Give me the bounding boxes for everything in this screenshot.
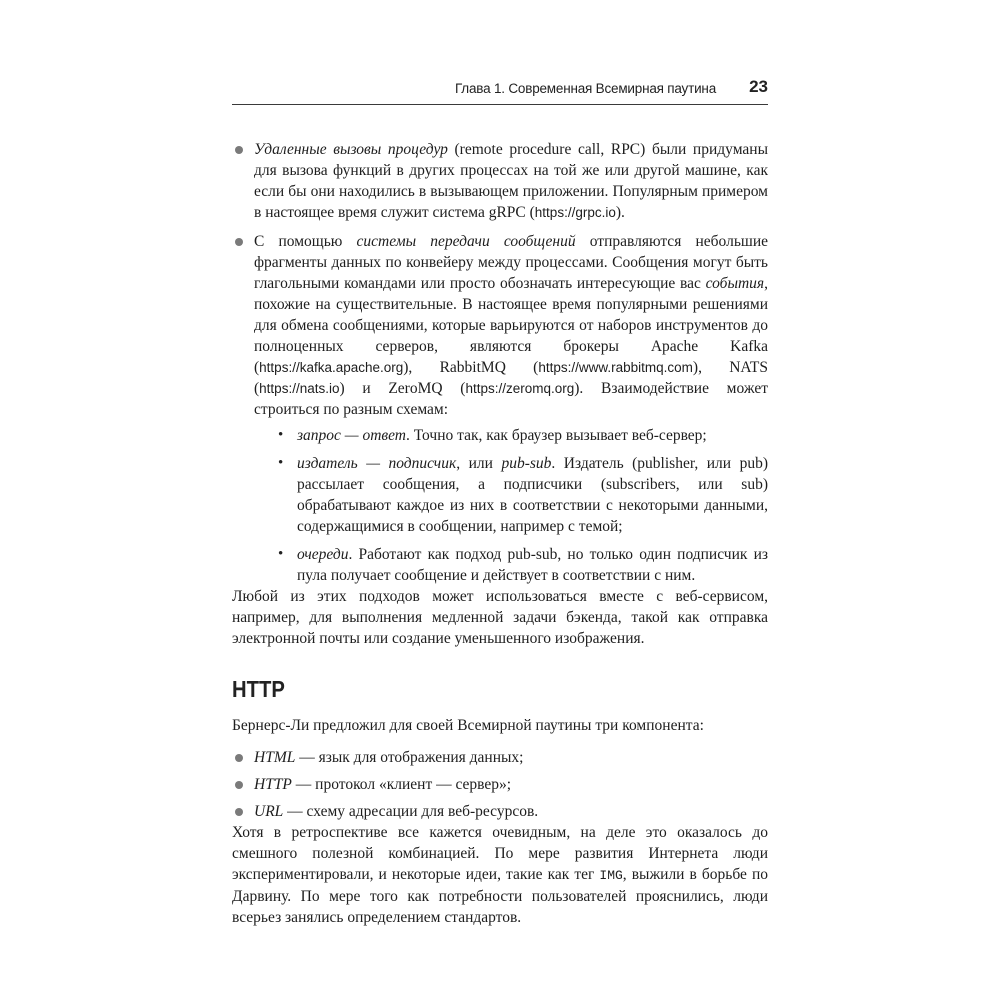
page-number: 23	[749, 77, 768, 96]
pattern-text: . Точно так, как браузер вызывает веб-сервер;	[406, 427, 707, 444]
component-text: — протокол «клиент — сервер»;	[291, 776, 512, 793]
messaging-t4: ), RabbitMQ (	[403, 359, 539, 376]
pattern-queues	[276, 544, 768, 586]
components-list	[232, 747, 768, 822]
term-rpc: Удаленные вызовы процедур	[254, 141, 448, 158]
list-item-url	[232, 801, 768, 822]
pattern-request-response	[276, 425, 768, 446]
paragraph-approaches: Любой из этих подходов может использоваться вместе с веб-сервисом, например, для выполнения медленной задачи бэкенда, такой как отправка электронной почты или создание уменьшенного изображения.	[232, 588, 768, 647]
final-t1: Хотя в ретроспективе все кажется очевидным, на деле это оказалось до смешного полезной комбинацией. По мере развития Интернета люди экспериментировали, и некоторые идеи, такие как тег	[232, 824, 768, 883]
pattern-text: . Работают как подход pub-sub, но только один подписчик из пула получает сообщение и действует в соответствии с ним.	[297, 546, 768, 584]
messaging-t6: ) и ZeroMQ (	[339, 380, 466, 397]
messaging-t3: , похожие на существительные. В настоящее время популярными решениями для обмена сообщениями, которые варьируются от наборов инструментов до полноценных серверов, являются брокеры Apache Kafka (	[254, 275, 768, 376]
term-queues: очереди	[297, 546, 349, 563]
term-publisher-subscriber: издатель — подписчик	[297, 455, 457, 472]
running-header	[232, 78, 768, 105]
list-item-messaging	[232, 231, 768, 586]
url-rabbitmq[interactable]: https://www.rabbitmq.com	[538, 360, 693, 375]
pattern-text: . Издатель (publisher, или pub) рассылает сообщения, а подписчики (subscribers, или sub) обрабатывают каждое из них в соответствии с некоторыми данными, содержащимися в сообщении, например с темой;	[297, 455, 769, 535]
url-zeromq[interactable]: https://zeromq.org	[465, 381, 575, 396]
messaging-t7: ). Взаимодействие может строиться по разным схемам:	[254, 380, 769, 418]
paragraph-retrospective	[232, 822, 768, 928]
term-messaging: системы передачи сообщений	[356, 233, 576, 250]
messaging-t5: ), NATS (	[254, 359, 768, 397]
list-item-http	[232, 774, 768, 795]
pattern-mid: , или	[456, 455, 502, 472]
component-text: — схему адресации для веб-ресурсов.	[283, 803, 539, 820]
pattern-pub-sub	[276, 453, 768, 537]
url-kafka[interactable]: https://kafka.apache.org	[259, 360, 404, 375]
term-http: HTTP	[254, 776, 292, 793]
list-item-rpc	[232, 139, 768, 223]
code-img-tag: IMG	[599, 868, 623, 883]
rpc-end: ).	[615, 204, 625, 221]
term-url: URL	[254, 803, 284, 820]
messaging-t1: С помощью	[254, 233, 357, 250]
section-heading-http: HTTP	[232, 676, 285, 702]
rpc-text: (remote procedure call, RPC) были придуманы для вызова функций в других процессах на той же или другой машине, как если бы они находились в вызывающем приложении. Популярным примером в настоящее время служит система gRPC (	[254, 141, 768, 221]
final-t2: , выжили в борьбе по Дарвину. По мере того как потребности пользователей прояснились, люди всерьез занялись определением стандартов.	[232, 866, 768, 926]
component-text: — язык для отображения данных;	[295, 749, 524, 766]
list-item-html	[232, 747, 768, 768]
url-nats[interactable]: https://nats.io	[259, 381, 340, 396]
messaging-text	[254, 231, 768, 420]
messaging-patterns-list	[254, 425, 768, 586]
term-request-response: запрос — ответ	[297, 427, 406, 444]
term-html: HTML	[254, 749, 296, 766]
term-events: события	[705, 275, 765, 292]
page-body	[232, 139, 768, 928]
term-pub-sub: pub-sub	[501, 455, 552, 472]
messaging-t2: отправляются небольшие фрагменты данных по конвейеру между процессами. Сообщения могут быть глагольными командами или просто обозначать интересующие вас	[254, 233, 768, 292]
chapter-title: Глава 1. Современная Всемирная паутина	[454, 81, 716, 96]
paragraph-intro: Бернерс-Ли предложил для своей Всемирной паутины три компонента:	[232, 717, 704, 734]
url-grpc[interactable]: https://grpc.io	[534, 205, 616, 220]
